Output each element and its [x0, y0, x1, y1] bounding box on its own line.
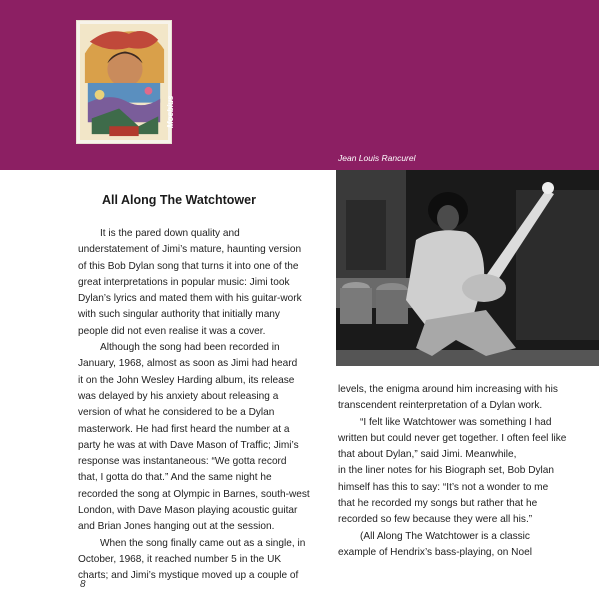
text-line: himself has this to say: “It’s not a wonder to me [338, 481, 549, 493]
text-line: in the liner notes for his Biograph set, Bob Dylan [338, 465, 555, 477]
photo-credit: Jean Louis Rancurel [338, 153, 416, 163]
text-line: It is the pared down quality and [100, 228, 240, 239]
text-line: (All Along The Watchtower is a classic [360, 530, 530, 542]
text-line: version of what he considered to be a Dylan [78, 407, 275, 419]
text-line: people did not even realise it was a cover. [78, 325, 266, 337]
article-column-left [78, 226, 334, 585]
text-line: party he was at with Dave Mason of Traffic; Jimi’s [78, 439, 299, 451]
text-line: of this Bob Dylan song that turns it into one of the [78, 260, 299, 272]
text-line: October, 1968, it reached number 5 in the UK [78, 553, 282, 565]
concert-photo [336, 170, 599, 366]
text-line: was delayed by his anxiety about releasing a [78, 390, 279, 402]
text-line: levels, the enigma around him increasing with his [338, 384, 558, 395]
text-line: When the song finally came out as a single, in [100, 537, 306, 549]
text-line: masterwork. He had first heard the number at a [78, 423, 290, 435]
text-line: January, 1968, almost as soon as Jimi had heard [78, 358, 298, 370]
article-title: All Along The Watchtower [102, 193, 256, 207]
text-line: “I felt like Watchtower was something I had [360, 416, 552, 428]
text-line: written but could never get together. I often feel like [338, 432, 567, 444]
text-line: that, I gotta do that.” And the same night he [78, 472, 272, 484]
text-line: response was instantaneous: “We gotta record [78, 456, 287, 468]
text-line: that he recorded my songs but rather that he [338, 498, 538, 510]
text-line: great interpretations in popular music: Jimi took [78, 276, 290, 288]
cover-artwork-image [76, 20, 172, 144]
text-line: with such singular authority that initially many [78, 309, 280, 321]
text-line: and Brian Jones hanging out at the session. [78, 521, 275, 533]
text-line: that about Dylan,” said Jimi. Meanwhile, [338, 449, 517, 461]
page-number: 8 [80, 579, 86, 590]
text-line: transcendent reinterpretation of a Dylan work. [338, 400, 543, 412]
text-line: charts; and Jimi’s mystique moved up a couple of [78, 570, 299, 582]
text-line: understatement of Jimi’s mature, haunting version [78, 244, 302, 256]
text-line: Although the song had been recorded in [100, 342, 280, 354]
text-line: Dylan’s lyrics and mated them with his guitar-work [78, 293, 302, 305]
art-credit: Moebius [166, 95, 175, 128]
article-column-right [338, 382, 574, 561]
text-line: London, with Dave Mason playing acoustic guitar [78, 505, 298, 517]
text-line: recorded the song at Olympic in Barnes, south-west [78, 488, 310, 500]
text-line: example of Hendrix’s bass-playing, on Noel [338, 546, 532, 558]
text-line: it on the John Wesley Harding album, its release [78, 374, 295, 386]
text-line: recorded so few because they were all his.” [338, 514, 533, 526]
